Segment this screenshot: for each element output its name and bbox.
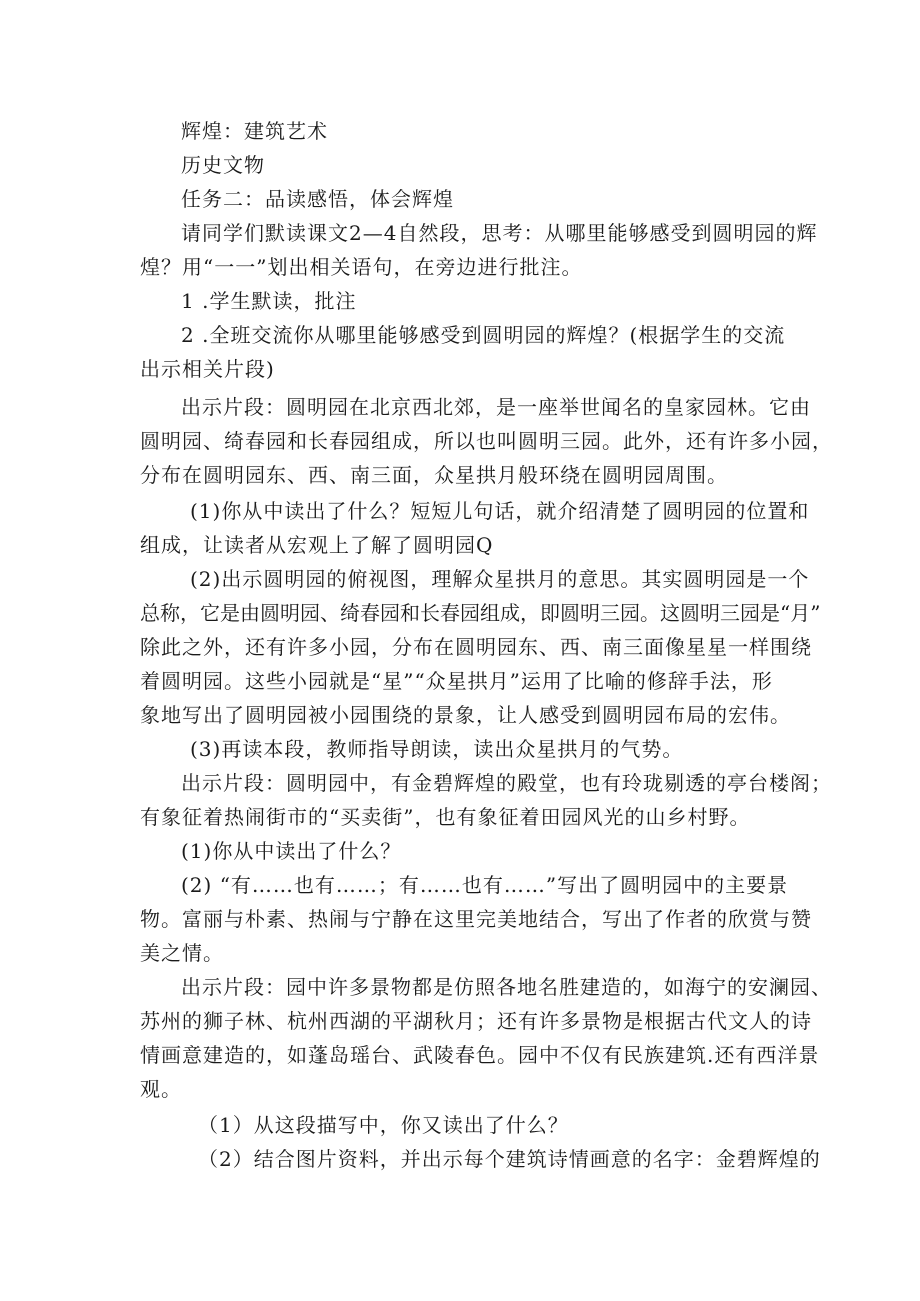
paragraph-line: 出示相关片段): [140, 357, 275, 381]
item-line: 美之情。: [140, 941, 224, 965]
item-line: (3)再读本段，教师指导朗读，读出众星拱月的气势。: [190, 737, 684, 761]
item-line: 物。富丽与朴素、热闹与宁静在这里完美地结合，写出了作者的欣赏与赞: [140, 907, 812, 931]
excerpt-line: 出示片段：园中许多景物都是仿照各地名胜建造的，如海宁的安澜园、: [181, 975, 832, 999]
paragraph-line: 请同学们默读课文2—4自然段，思考：从哪里能够感受到圆明园的辉: [181, 221, 818, 245]
question-line: （2）结合图片资料，并出示每个建筑诗情画意的名字：金碧辉煌的: [198, 1147, 821, 1171]
item-line: 组成，让读者从宏观上了解了圆明园Q: [140, 533, 494, 557]
item-line: (1)你从中读出了什么？短短儿句话，就介绍清楚了圆明园的位置和: [190, 499, 810, 523]
excerpt-line: 苏州的狮子林、杭州西湖的平湖秋月；还有许多景物是根据古代文人的诗: [140, 1009, 812, 1033]
excerpt-line: 圆明园、绮春园和长春园组成，所以也叫圆明三园。此外，还有许多小园，: [140, 429, 833, 453]
item-line: 总称，它是由圆明园、绮春园和长春园组成，即圆明三园。这圆明三园是“月”: [140, 601, 821, 625]
excerpt-line: 分布在圆明园东、西、南三面，众星拱月般环绕在圆明园周围。: [140, 463, 728, 487]
excerpt-line: 观。: [140, 1077, 182, 1101]
item-line: 着圆明园。这些小园就是“星”“众星拱月”运用了比喻的修辞手法，形: [140, 669, 773, 693]
step-2-line: 2 .全班交流你从哪里能够感受到圆明园的辉煌？(根据学生的交流: [181, 323, 786, 347]
task-two-heading: 任务二：品读感悟，体会辉煌: [181, 187, 454, 211]
heading-line-historical-relics: 历史文物: [181, 153, 265, 177]
item-line: (2) “有……也有……；有……也有……”写出了圆明园中的主要景: [181, 873, 789, 897]
question-line: （1）从这段描写中，你又读出了什么？: [198, 1113, 569, 1137]
heading-line-splendor-architecture: 辉煌：建筑艺术: [181, 119, 328, 143]
step-1-line: 1 .学生默读，批注: [181, 289, 357, 313]
item-line: 象地写出了圆明园被小园围绕的景象，让人感受到圆明园布局的宏伟。: [140, 703, 791, 727]
item-line: 除此之外，还有许多小园，分布在圆明园东、西、南三面像星星一样围绕: [140, 635, 812, 659]
excerpt-line: 有象征着热闹街市的“买卖街”，也有象征着田园风光的山乡村野。: [140, 805, 751, 829]
excerpt-line: 出示片段：圆明园中，有金碧辉煌的殿堂，也有玲珑剔透的亭台楼阁；: [181, 771, 832, 795]
paragraph-line: 煌？用“一一”划出相关语句，在旁边进行批注。: [140, 255, 583, 279]
item-line: (1)你从中读出了什么？: [181, 839, 402, 863]
excerpt-line: 情画意建造的，如蓬岛瑶台、武陵春色。园中不仅有民族建筑.还有西洋景: [140, 1043, 820, 1067]
excerpt-line: 出示片段：圆明园在北京西北郊，是一座举世闻名的皇家园林。它由: [181, 395, 811, 419]
item-line: (2)出示圆明园的俯视图，理解众星拱月的意思。其实圆明园是一个: [190, 567, 810, 591]
